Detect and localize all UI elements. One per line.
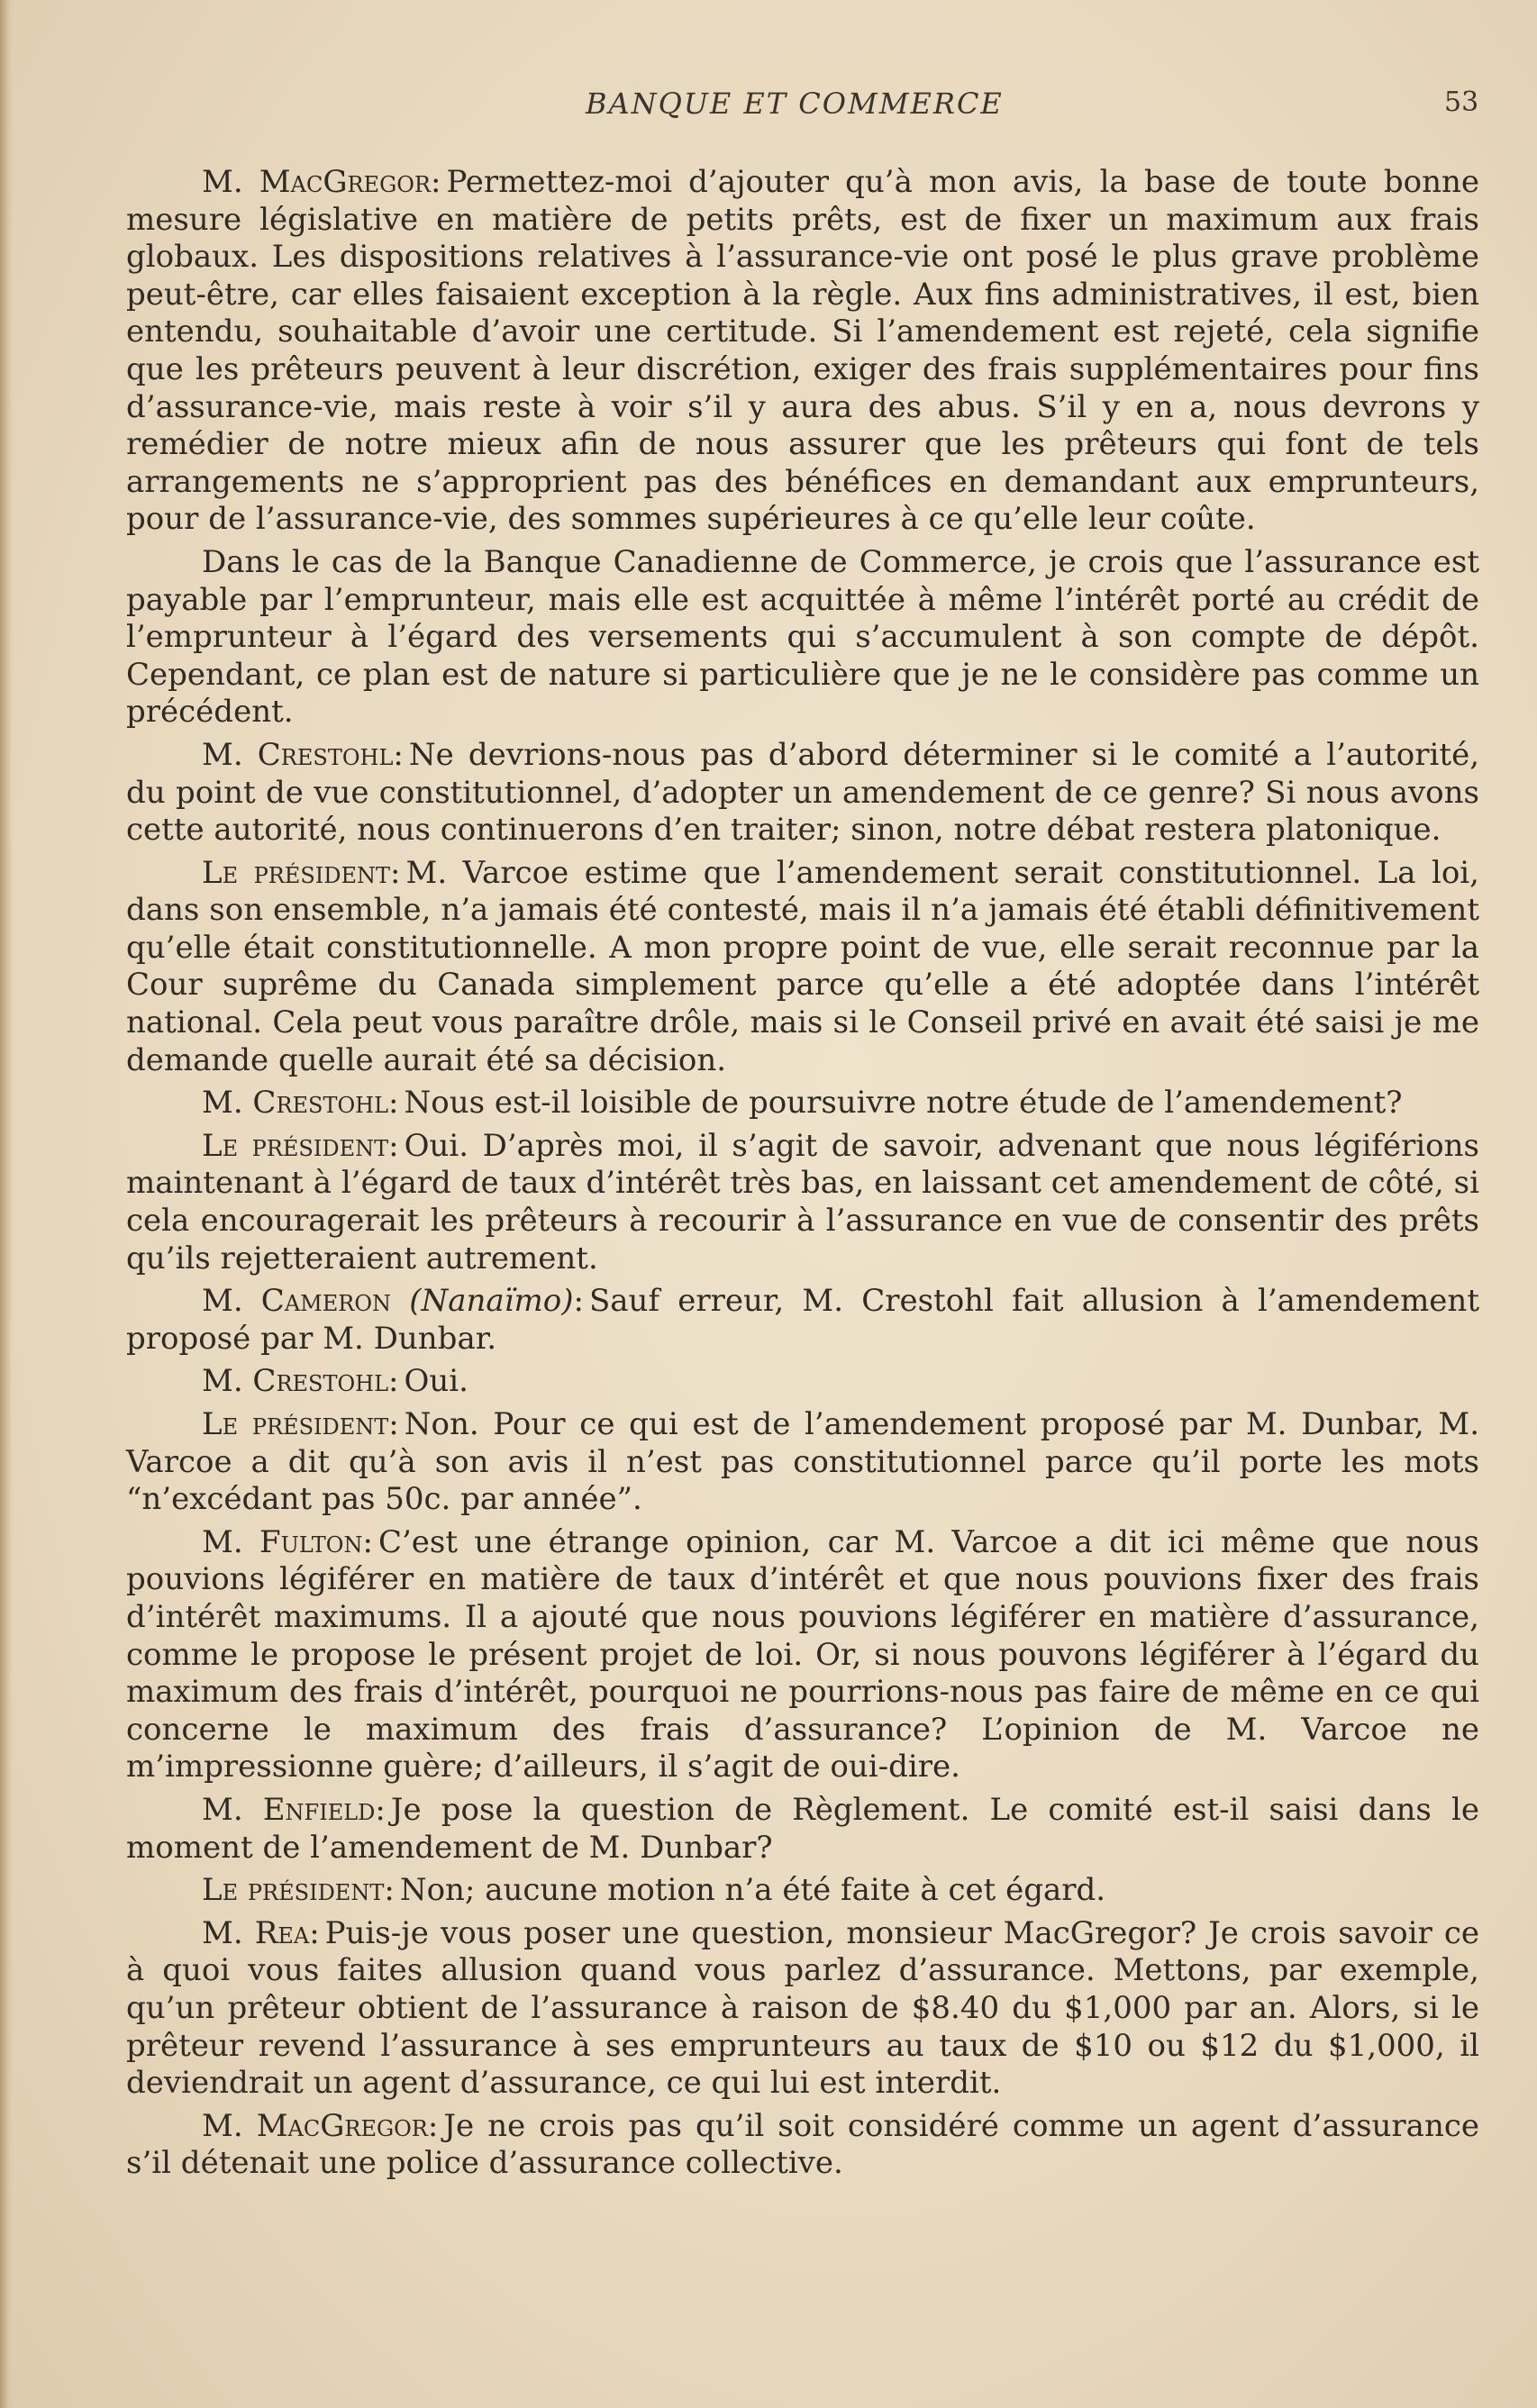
paragraph: M. Crestohl: Nous est-il loisible de poursuivre notre étude de l’amendement?	[202, 1085, 1403, 1122]
speaker-name: M. Cameron	[202, 1283, 391, 1320]
speaker-name: M. MacGregor	[202, 164, 431, 200]
speaker-name: M. MacGregor	[202, 2107, 428, 2144]
speaker-name: Le président	[202, 1127, 389, 1164]
speaker-name: M. Crestohl	[202, 1363, 389, 1400]
running-head: BANQUE ET COMMERCE	[586, 86, 1004, 121]
paragraph: M. Crestohl: Ne devrions-nous pas d’abord déterminer si le comité a l’autorité, du point de vue constitutionnel, d’adopter un amendement de ce genre? Si nous avons cette autorité, nous continuerons d’en traiter; sinon, notre débat restera platonique.	[126, 736, 1480, 849]
paragraph: M. Cameron (Nanaïmo): Sauf erreur, M. Crestohl fait allusion à l’amendement proposé par M. Dunbar.	[126, 1283, 1479, 1357]
paragraph: Le président: M. Varcoe estime que l’amendement serait constitutionnel. La loi, dans son ensemble, n’a jamais été contesté, mais il n’a jamais été établi définitivement qu’elle était constitutionnelle. A mon propre point de vue, elle serait reconnue par la Cour suprême du Canada simplement parce qu’elle a été adoptée dans l’intérêt national. Cela peut vous paraître drôle, mais si le Conseil privé en avait été saisi je me demande quelle aurait été sa décision.	[126, 854, 1479, 1078]
speaker-name: Le président	[202, 854, 391, 891]
paragraph: M. Fulton: C’est une étrange opinion, car M. Varcoe a dit ici même que nous pouvions légiférer en matière de taux d’intérêt et que nous pouvions fixer des frais d’intérêt maximums. Il a ajouté que nous pouvions légiférer en matière d’assurance, comme le propose le présent projet de loi. Or, si nous pouvons légiférer à l’égard du maximum des frais d’intérêt, pourquoi ne pourrions-nous pas faire de même en ce qui concerne le maximum des frais d’assurance? L’opinion de M. Varcoe ne m’impressionne guère; d’ailleurs, il s’agit de oui-dire.	[126, 1523, 1479, 1786]
paragraph: M. Rea: Puis-je vous poser une question, monsieur MacGregor? Je crois savoir ce à quoi vous faites allusion quand vous parlez d’assurance. Mettons, par exemple, qu’un prêteur obtient de l’assurance à raison de $8.40 du $1,000 par an. Alors, si le prêteur revend l’assurance à ses emprunteurs au taux de $10 ou $12 du $1,000, il deviendrait un agent d’assurance, ce qui lui est interdit.	[126, 1914, 1479, 2102]
paragraph-text: Non. Pour ce qui est de l’amendement proposé par M. Dunbar, M. Varcoe a dit qu’à son avis il n’est pas constitutionnel parce qu’il porte les mots “n’excédant pas 50c. par année”.	[126, 1406, 1480, 1518]
paragraph-text: Ne devrions-nous pas d’abord déterminer si le comité a l’autorité, du point de vue constitutionnel, d’adopter un amendement de ce genre? Si nous avons cette autorité, nous continuerons d’en traiter; sinon, notre débat restera platonique.	[126, 736, 1480, 849]
paragraph-text: Oui.	[404, 1363, 468, 1400]
speaker-riding: (Nanaïmo)	[409, 1283, 574, 1320]
paragraph-text: Nous est-il loisible de poursuivre notre étude de l’amendement?	[404, 1085, 1403, 1122]
speaker-name: M. Crestohl	[202, 736, 394, 773]
paragraph-text: Dans le cas de la Banque Canadienne de Commerce, je crois que l’assurance est payable par l’emprunteur, mais elle est acquittée à même l’intérêt porté au crédit de l’emprunteur à l’égard des versements qui s’accumulent à son compte de dépôt. Cependant, ce plan est de nature si particulière que je ne le considère pas comme un précédent.	[126, 543, 1479, 731]
paragraph: M. Crestohl: Oui.	[202, 1363, 468, 1400]
paragraph-text: Non; aucune motion n’a été faite à cet égard.	[399, 1872, 1106, 1909]
speaker-name: Le président	[202, 1872, 385, 1909]
transcript-body	[126, 164, 1479, 2188]
paragraph-text: Je ne crois pas qu’il soit considéré comme un agent d’assurance s’il détenait une police d’assurance collective.	[126, 2107, 1479, 2182]
paragraph-text: Puis-je vous poser une question, monsieur MacGregor? Je crois savoir ce à quoi vous faites allusion quand vous parlez d’assurance. Mettons, par exemple, qu’un prêteur obtient de l’assurance à raison de $8.40 du $1,000 par an. Alors, si le prêteur revend l’assurance à ses emprunteurs au taux de $10 ou $12 du $1,000, il deviendrait un agent d’assurance, ce qui lui est interdit.	[126, 1914, 1479, 2102]
paragraph-text: C’est une étrange opinion, car M. Varcoe a dit ici même que nous pouvions légiférer en matière de taux d’intérêt et que nous pouvions fixer des frais d’intérêt maximums. Il a ajouté que nous pouvions légiférer en matière d’assurance, comme le propose le présent projet de loi. Or, si nous pouvons légiférer à l’égard du maximum des frais d’intérêt, pourquoi ne pourrions-nous pas faire de même en ce qui concerne le maximum des frais d’assurance? L’opinion de M. Varcoe ne m’impressionne guère; d’ailleurs, il s’agit de oui-dire.	[126, 1523, 1479, 1786]
page-header	[0, 86, 1537, 132]
speaker-name: M. Enfield	[202, 1791, 376, 1828]
paragraph: Le président: Oui. D’après moi, il s’agit de savoir, advenant que nous légiférions maintenant à l’égard de taux d’intérêt très bas, en laissant cet amendement de côté, si cela encouragerait les prêteurs à recourir à l’assurance en vue de consentir des prêts qu’ils rejetteraient autrement.	[126, 1127, 1479, 1277]
paragraph: M. MacGregor: Je ne crois pas qu’il soit considéré comme un agent d’assurance s’il détenait une police d’assurance collective.	[126, 2107, 1479, 2182]
paragraph: Le président: Non. Pour ce qui est de l’amendement proposé par M. Dunbar, M. Varcoe a dit qu’à son avis il n’est pas constitutionnel parce qu’il porte les mots “n’excédant pas 50c. par année”.	[126, 1406, 1480, 1518]
paragraph-text: Oui. D’après moi, il s’agit de savoir, advenant que nous légiférions maintenant à l’égard de taux d’intérêt très bas, en laissant cet amendement de côté, si cela encouragerait les prêteurs à recourir à l’assurance en vue de consentir des prêts qu’ils rejetteraient autrement.	[126, 1127, 1479, 1277]
speaker-name: M. Fulton	[202, 1523, 363, 1560]
paragraph: Le président: Non; aucune motion n’a été faite à cet égard.	[202, 1872, 1106, 1909]
speaker-name: Le président	[202, 1406, 389, 1442]
page-edge-shadow	[0, 0, 13, 2408]
page-number: 53	[1444, 86, 1479, 118]
speaker-name: M. Crestohl	[202, 1085, 389, 1122]
paragraph	[126, 544, 1479, 731]
paragraph-text: Permettez-moi d’ajouter qu’à mon avis, la base de toute bonne mesure législative en matière de petits prêts, est de fixer un maximum aux frais globaux. Les dispositions relatives à l’assurance-vie ont posé le plus grave problème peut-être, car elles faisaient exception à la règle. Aux fins administratives, il est, bien entendu, souhaitable d’avoir une certitude. Si l’amendement est rejeté, cela signifie que les prêteurs peuvent à leur discrétion, exiger des frais supplémentaires pour fins d’assurance-vie, mais reste à voir s’il y aura des abus. S’il y en a, nous devrons y remédier de notre mieux afin de nous assurer que les prêteurs qui font de tels arrangements ne s’approprient pas des bénéfices en demandant aux emprunteurs, pour de l’assurance-vie, des sommes supérieures à ce qu’elle leur coûte.	[126, 164, 1479, 538]
paragraph: M. Enfield: Je pose la question de Règlement. Le comité est-il saisi dans le moment de l’amendement de M. Dunbar?	[126, 1791, 1479, 1866]
paragraph-text: Je pose la question de Règlement. Le comité est-il saisi dans le moment de l’amendement de M. Dunbar?	[126, 1791, 1479, 1866]
speaker-name: M. Rea	[202, 1914, 310, 1951]
paragraph-text: M. Varcoe estime que l’amendement serait constitutionnel. La loi, dans son ensemble, n’a jamais été contesté, mais il n’a jamais été établi définitivement qu’elle était constitutionnelle. A mon propre point de vue, elle serait reconnue par la Cour suprême du Canada simplement parce qu’elle a été adoptée dans l’intérêt national. Cela peut vous paraître drôle, mais si le Conseil privé en avait été saisi je me demande quelle aurait été sa décision.	[126, 854, 1479, 1078]
paragraph-text: Sauf erreur, M. Crestohl fait allusion à l’amendement proposé par M. Dunbar.	[126, 1283, 1479, 1357]
paragraph: M. MacGregor: Permettez-moi d’ajouter qu’à mon avis, la base de toute bonne mesure législative en matière de petits prêts, est de fixer un maximum aux frais globaux. Les dispositions relatives à l’assurance-vie ont posé le plus grave problème peut-être, car elles faisaient exception à la règle. Aux fins administratives, il est, bien entendu, souhaitable d’avoir une certitude. Si l’amendement est rejeté, cela signifie que les prêteurs peuvent à leur discrétion, exiger des frais supplémentaires pour fins d’assurance-vie, mais reste à voir s’il y aura des abus. S’il y en a, nous devrons y remédier de notre mieux afin de nous assurer que les prêteurs qui font de tels arrangements ne s’approprient pas des bénéfices en demandant aux emprunteurs, pour de l’assurance-vie, des sommes supérieures à ce qu’elle leur coûte.	[126, 164, 1479, 538]
